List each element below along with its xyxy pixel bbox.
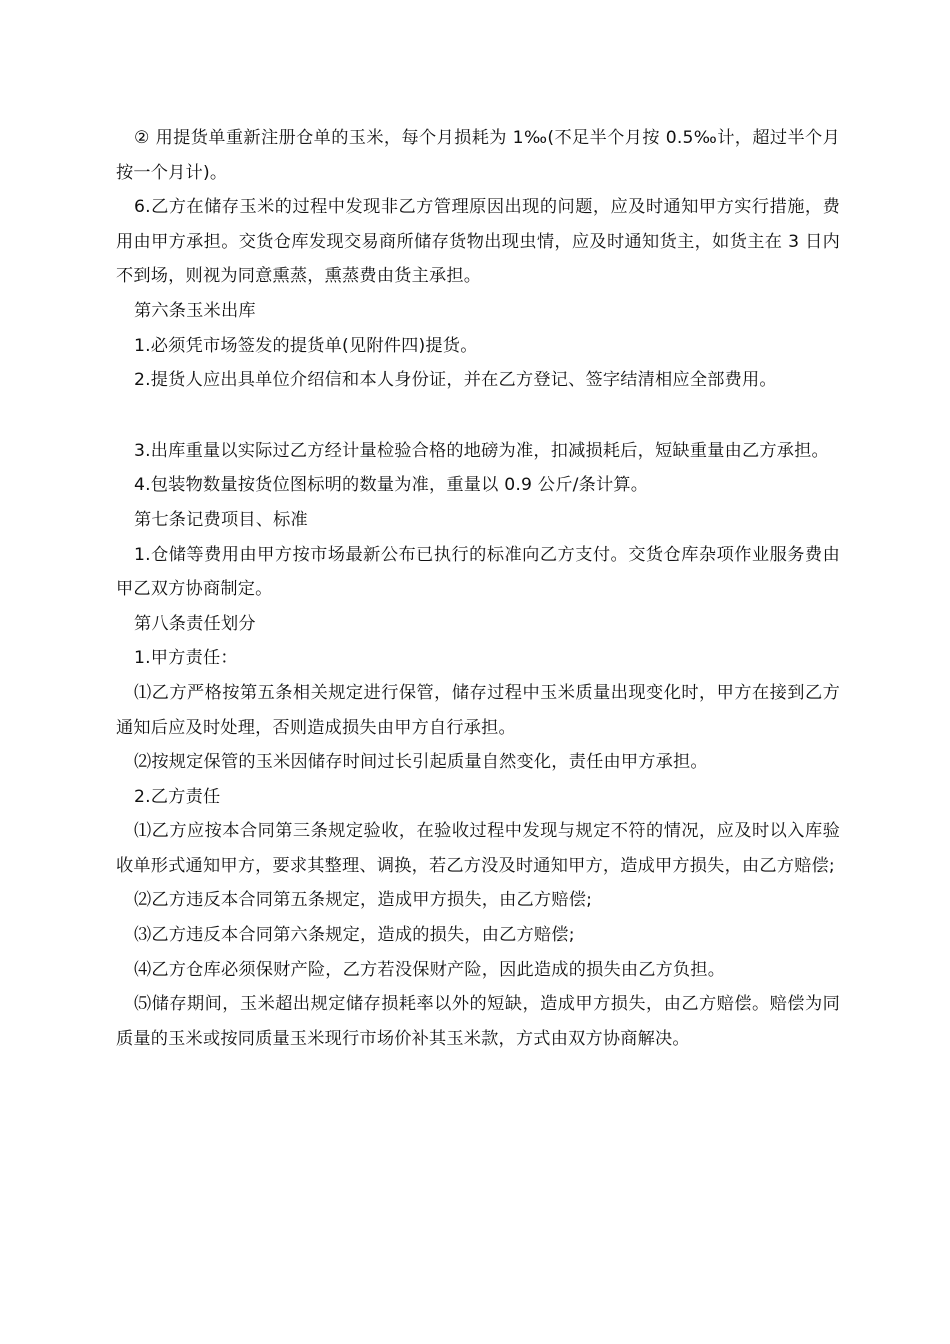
section-heading: 第六条玉米出库: [134, 300, 256, 321]
paragraph: ⑴乙方应按本合同第三条规定验收，在验收过程中发现与规定不符的情况，应及时以入库验收单形式通知甲方，要求其整理、调换，若乙方没及时通知甲方，造成甲方损失，由乙方赔偿;: [116, 821, 840, 876]
paragraph: 1.甲方责任：: [134, 648, 238, 669]
paragraph: 6.乙方在储存玉米的过程中发现非乙方管理原因出现的问题，应及时通知甲方实行措施，费用由甲方承担。交货仓库发现交易商所储存货物出现虫情，应及时通知货主，如货主在 3 日内不到场，则视为同意熏蒸，熏蒸费由货主承担。: [116, 197, 840, 287]
paragraph: ⑶乙方违反本合同第六条规定，造成的损失，由乙方赔偿;: [134, 925, 575, 946]
paragraph: 1.必须凭市场签发的提货单(见附件四)提货。: [134, 335, 478, 356]
paragraph: ⑵乙方违反本合同第五条规定，造成甲方损失，由乙方赔偿;: [134, 890, 593, 911]
paragraph: ⑵按规定保管的玉米因储存时间过长引起质量自然变化，责任由甲方承担。: [134, 752, 708, 773]
paragraph-gap: [116, 398, 840, 434]
paragraph: 2.乙方责任: [134, 786, 221, 807]
section-heading: 第八条责任划分: [134, 613, 256, 634]
paragraph: 1.仓储等费用由甲方按市场最新公布已执行的标准向乙方支付。交货仓库杂项作业服务费由甲乙双方协商制定。: [116, 544, 840, 600]
section-heading: 第七条记费项目、标准: [134, 509, 308, 530]
paragraph: 3.出库重量以实际过乙方经计量检验合格的地磅为准，扣减损耗后，短缺重量由乙方承担。: [134, 440, 829, 461]
paragraph: ⑷乙方仓库必须保财产险，乙方若没保财产险，因此造成的损失由乙方负担。: [134, 959, 726, 980]
document-body: [116, 121, 840, 1056]
paragraph: ② 用提货单重新注册仓单的玉米，每个月损耗为 1‰(不足半个月按 0.5‰计，超过半个月按一个月计)。: [116, 128, 840, 183]
paragraph: ⑸储存期间，玉米超出规定储存损耗率以外的短缺，造成甲方损失，由乙方赔偿。赔偿为同质量的玉米或按同质量玉米现行市场价补其玉米款，方式由双方协商解决。: [116, 994, 840, 1049]
paragraph: 2.提货人应出具单位介绍信和本人身份证，并在乙方登记、签字结清相应全部费用。: [134, 370, 777, 391]
paragraph: 4.包装物数量按货位图标明的数量为准，重量以 0.9 公斤/条计算。: [134, 475, 649, 496]
paragraph: ⑴乙方严格按第五条相关规定进行保管，储存过程中玉米质量出现变化时，甲方在接到乙方通知后应及时处理，否则造成损失由甲方自行承担。: [116, 682, 840, 738]
